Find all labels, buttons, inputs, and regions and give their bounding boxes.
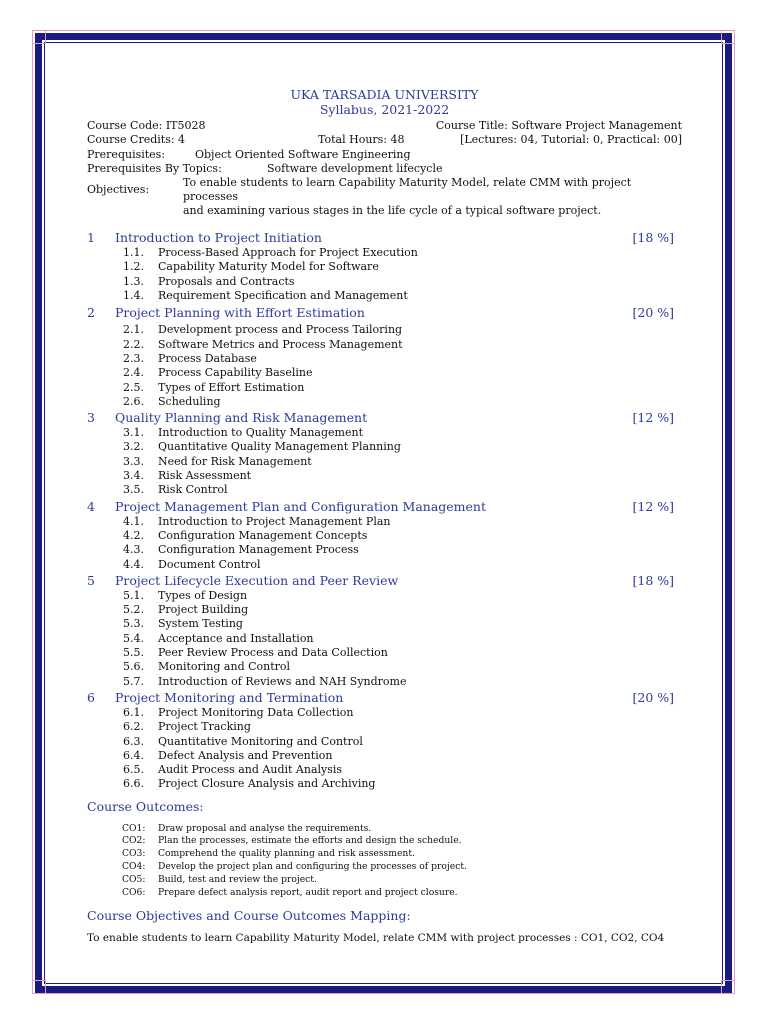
outcome-id: CO6: — [122, 886, 146, 898]
outcome-id: CO2: — [122, 835, 146, 847]
border-accent — [32, 30, 735, 31]
mapping-heading: Course Objectives and Course Outcomes Mapping: — [87, 908, 411, 924]
topic-text: System Testing — [158, 617, 243, 631]
outcome-text: Build, test and review the project. — [158, 873, 317, 885]
topic-number: 1.4. — [123, 289, 144, 303]
topic-item — [87, 246, 682, 260]
topic-text: Quantitative Quality Management Planning — [158, 440, 401, 454]
objectives-line: To enable students to learn Capability Maturity Model, relate CMM with project processes — [183, 176, 632, 204]
topic-item — [87, 777, 682, 791]
topic-item — [87, 440, 682, 454]
topic-item — [87, 632, 682, 646]
mapping-text: To enable students to learn Capability Maturity Model, relate CMM with project processes : CO1, CO2, CO4 — [87, 932, 665, 945]
outcome-item — [87, 848, 682, 861]
unit-heading — [87, 498, 682, 515]
university-name: UKA TARSADIA UNIVERSITY — [290, 87, 479, 102]
total-hours: Total Hours: 48 — [318, 133, 405, 147]
course-info-row — [87, 119, 682, 133]
topic-item — [87, 289, 682, 303]
topic-text: Configuration Management Process — [158, 543, 359, 557]
topic-text: Types of Design — [158, 588, 248, 602]
topic-text: Proposals and Contracts — [158, 274, 295, 288]
topic-item — [87, 589, 682, 603]
outcome-item — [87, 861, 682, 874]
syllabus-content — [87, 87, 682, 945]
unit-weight: [12 %] — [632, 498, 674, 514]
border-accent — [734, 30, 735, 994]
prereq-topics-label: Prerequisites By Topics: — [87, 161, 222, 175]
topic-number: 6.5. — [123, 763, 144, 777]
topic-text: Monitoring and Control — [158, 660, 291, 674]
topic-text: Risk Assessment — [158, 469, 252, 483]
unit-title: Project Management Plan and Configuration Management — [115, 498, 487, 514]
topic-item — [87, 352, 682, 366]
prerequisites-row — [87, 148, 682, 162]
objectives-row — [87, 176, 682, 218]
unit-title: Introduction to Project Initiation — [115, 230, 322, 246]
topic-text: Process-Based Approach for Project Execution — [158, 246, 418, 260]
topic-number: 2.4. — [123, 366, 144, 380]
topic-text: Scheduling — [158, 394, 221, 408]
topic-text: Development process and Process Tailoring — [158, 323, 403, 337]
prereq-topics-row — [87, 162, 682, 176]
topic-text: Introduction to Project Management Plan — [158, 514, 391, 528]
course-credits: Course Credits: 4 — [87, 133, 186, 147]
topic-number: 4.4. — [123, 557, 144, 571]
topic-text: Process Database — [158, 351, 257, 365]
topic-text: Introduction of Reviews and NAH Syndrome — [158, 674, 407, 688]
topic-text: Capability Maturity Model for Software — [158, 260, 379, 274]
topic-text: Introduction to Quality Management — [158, 426, 363, 440]
topic-text: Requirement Specification and Management — [158, 289, 408, 303]
unit-weight: [12 %] — [632, 410, 674, 426]
topic-item — [87, 646, 682, 660]
topic-number: 4.3. — [123, 543, 144, 557]
unit-weight: [18 %] — [632, 230, 674, 246]
corner-ornament — [32, 30, 46, 44]
topic-item — [87, 515, 682, 529]
topic-number: 1.3. — [123, 274, 144, 288]
topic-item — [87, 543, 682, 557]
unit-number: 1 — [87, 230, 95, 246]
outcome-item — [87, 823, 682, 836]
topic-number: 3.5. — [123, 483, 144, 497]
unit-number: 5 — [87, 572, 95, 588]
topic-item — [87, 366, 682, 380]
unit-title: Quality Planning and Risk Management — [115, 410, 368, 426]
topic-number: 2.1. — [123, 323, 144, 337]
outcome-text: Prepare defect analysis report, audit report and project closure. — [158, 886, 458, 898]
topic-number: 4.2. — [123, 528, 144, 542]
topic-text: Project Building — [158, 603, 249, 617]
topic-number: 2.2. — [123, 337, 144, 351]
unit-weight: [20 %] — [632, 305, 674, 321]
topic-number: 2.5. — [123, 380, 144, 394]
outcome-text: Comprehend the quality planning and risk assessment. — [158, 848, 415, 860]
topic-text: Need for Risk Management — [158, 454, 312, 468]
objectives-line: and examining various stages in the life cycle of a typical software project. — [183, 204, 602, 218]
topic-item — [87, 395, 682, 409]
topic-number: 2.6. — [123, 394, 144, 408]
topic-text: Defect Analysis and Prevention — [158, 748, 333, 762]
topic-text: Project Closure Analysis and Archiving — [158, 777, 376, 791]
topic-number: 1.2. — [123, 260, 144, 274]
unit-weight: [18 %] — [632, 572, 674, 588]
topic-text: Audit Process and Audit Analysis — [158, 763, 343, 777]
unit-heading — [87, 689, 682, 706]
topic-number: 5.7. — [123, 674, 144, 688]
outcome-id: CO5: — [122, 873, 146, 885]
lecture-split: [Lectures: 04, Tutorial: 0, Practical: 00] — [460, 133, 682, 147]
prerequisites-value: Object Oriented Software Engineering — [195, 147, 411, 161]
topic-number: 5.6. — [123, 660, 144, 674]
topic-number: 6.1. — [123, 705, 144, 719]
corner-ornament — [721, 980, 735, 994]
topic-number: 6.6. — [123, 777, 144, 791]
outcome-id: CO3: — [122, 848, 146, 860]
topic-text: Software Metrics and Process Management — [158, 337, 403, 351]
topic-text: Document Control — [158, 557, 261, 571]
units-list — [87, 229, 682, 792]
outcome-text: Develop the project plan and configuring the processes of project. — [158, 861, 467, 873]
topic-item — [87, 338, 682, 352]
topic-item — [87, 558, 682, 572]
syllabus-year: Syllabus, 2021-2022 — [319, 102, 450, 117]
outcome-item — [87, 874, 682, 887]
topic-item — [87, 735, 682, 749]
unit-weight: [20 %] — [632, 689, 674, 705]
course-title: Course Title: Software Project Management — [435, 119, 682, 132]
topic-text: Configuration Management Concepts — [158, 528, 368, 542]
unit-number: 4 — [87, 498, 95, 514]
border-accent — [32, 993, 735, 994]
topic-item — [87, 529, 682, 543]
topic-item — [87, 260, 682, 274]
outcome-text: Plan the processes, estimate the efforts and design the schedule. — [158, 835, 462, 847]
topic-text: Project Monitoring Data Collection — [158, 705, 354, 719]
objectives-label: Objectives: — [87, 183, 150, 197]
outcome-item — [87, 887, 682, 900]
unit-title: Project Lifecycle Execution and Peer Review — [115, 572, 399, 588]
topic-item — [87, 323, 682, 337]
topic-number: 3.3. — [123, 454, 144, 468]
topic-number: 6.3. — [123, 734, 144, 748]
topic-number: 3.1. — [123, 426, 144, 440]
topic-number: 3.2. — [123, 440, 144, 454]
topic-item — [87, 455, 682, 469]
prereq-topics-value: Software development lifecycle — [267, 161, 443, 175]
topic-text: Risk Control — [158, 483, 228, 497]
unit-heading — [87, 409, 682, 426]
topic-text: Types of Effort Estimation — [158, 380, 305, 394]
topic-text: Quantitative Monitoring and Control — [158, 734, 363, 748]
unit-heading — [87, 572, 682, 589]
topic-number: 5.5. — [123, 646, 144, 660]
topic-number: 1.1. — [123, 246, 144, 260]
topic-text: Process Capability Baseline — [158, 366, 313, 380]
outcome-id: CO1: — [122, 822, 146, 834]
topic-number: 5.3. — [123, 617, 144, 631]
unit-heading — [87, 229, 682, 246]
topic-item — [87, 483, 682, 497]
topic-item — [87, 763, 682, 777]
unit-heading — [87, 303, 682, 323]
border-accent — [32, 30, 33, 994]
unit-number: 2 — [87, 305, 95, 321]
topic-item — [87, 675, 682, 689]
topic-text: Project Tracking — [158, 720, 251, 734]
topic-number: 6.2. — [123, 720, 144, 734]
topic-text: Acceptance and Installation — [158, 631, 314, 645]
corner-ornament — [32, 980, 46, 994]
topic-item — [87, 603, 682, 617]
corner-ornament — [721, 30, 735, 44]
topic-item — [87, 660, 682, 674]
unit-number: 6 — [87, 689, 95, 705]
topic-number: 5.2. — [123, 603, 144, 617]
topic-item — [87, 426, 682, 440]
course-code: Course Code: IT5028 — [87, 119, 206, 132]
topic-number: 3.4. — [123, 469, 144, 483]
unit-title: Project Planning with Effort Estimation — [115, 305, 365, 321]
outcome-id: CO4: — [122, 861, 146, 873]
topic-text: Peer Review Process and Data Collection — [158, 646, 388, 660]
prerequisites-label: Prerequisites: — [87, 147, 166, 161]
topic-item — [87, 706, 682, 720]
course-info-row — [87, 133, 682, 147]
topic-item — [87, 469, 682, 483]
topic-number: 4.1. — [123, 514, 144, 528]
topic-number: 2.3. — [123, 351, 144, 365]
outcome-item — [87, 835, 682, 848]
topic-number: 5.1. — [123, 588, 144, 602]
topic-item — [87, 720, 682, 734]
course-outcomes-list — [87, 823, 682, 900]
topic-item — [87, 381, 682, 395]
objectives-text — [183, 176, 682, 218]
topic-item — [87, 617, 682, 631]
unit-title: Project Monitoring and Termination — [115, 689, 344, 705]
outcome-text: Draw proposal and analyse the requirements. — [158, 822, 372, 834]
course-outcomes-heading: Course Outcomes: — [87, 798, 204, 814]
topic-item — [87, 749, 682, 763]
topic-number: 5.4. — [123, 631, 144, 645]
topic-item — [87, 275, 682, 289]
unit-number: 3 — [87, 410, 95, 426]
topic-number: 6.4. — [123, 748, 144, 762]
